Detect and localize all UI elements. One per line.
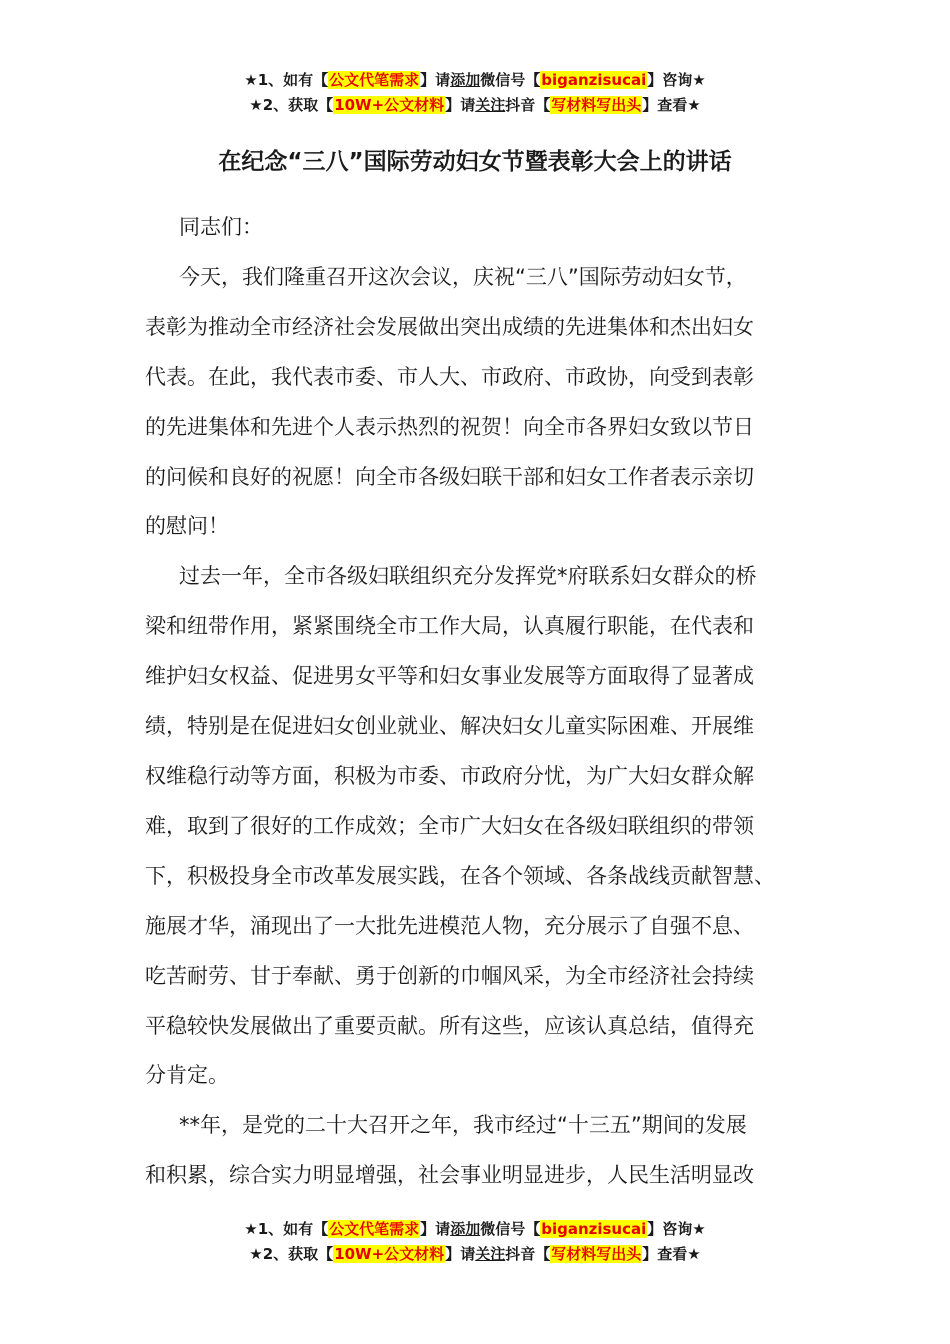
text-line: 下，积极投身全市改革发展实践，在各个领域、各条战线贡献智慧、 bbox=[145, 863, 775, 888]
banner-text: 微信号【 bbox=[480, 1220, 541, 1238]
highlight-wechat-id: biganzisucai bbox=[541, 1220, 647, 1238]
text-line: 的慰问！ bbox=[145, 514, 229, 539]
underlined-text: 关注 bbox=[475, 1245, 506, 1263]
text-line: 表彰为推动全市经济社会发展做出突出成绩的先进集体和杰出妇女 bbox=[145, 314, 754, 339]
banner-text: ★1、如有【 bbox=[244, 71, 329, 89]
banner-text: 】请 bbox=[420, 1220, 451, 1238]
banner-text: 抖音【 bbox=[505, 96, 551, 114]
text-line: 的先进集体和先进个人表示热烈的祝贺！向全市各界妇女致以节日 bbox=[145, 414, 754, 439]
banner-text: 】咨询★ bbox=[647, 1220, 706, 1238]
paragraph-3 bbox=[145, 1101, 809, 1201]
banner-text: 】请 bbox=[420, 71, 451, 89]
highlight-service: 公文代笔需求 bbox=[329, 71, 420, 89]
text-line: 和积累，综合实力明显增强，社会事业明显进步，人民生活明显改 bbox=[145, 1163, 754, 1188]
banner-text: 】咨询★ bbox=[647, 71, 706, 89]
paragraph-1 bbox=[145, 253, 809, 552]
underlined-text: 关注 bbox=[475, 96, 506, 114]
text-line: 的问候和良好的祝愿！向全市各级妇联干部和妇女工作者表示亲切 bbox=[145, 464, 754, 489]
text-line: 吃苦耐劳、甘于奉献、勇于创新的巾帼风采，为全市经济社会持续 bbox=[145, 963, 754, 988]
text-line: 梁和纽带作用，紧紧围绕全市工作大局，认真履行职能，在代表和 bbox=[145, 614, 754, 639]
banner-text: 】请 bbox=[445, 96, 476, 114]
banner-line-1 bbox=[0, 1217, 950, 1242]
highlight-douyin-account: 写材料写出头 bbox=[551, 1245, 642, 1263]
bottom-banner bbox=[0, 1217, 950, 1267]
text-line: 权维稳行动等方面，积极为市委、市政府分忧，为广大妇女群众解 bbox=[145, 763, 754, 788]
paragraph-2 bbox=[145, 552, 809, 1101]
banner-text: ★1、如有【 bbox=[244, 1220, 329, 1238]
banner-text: ★2、获取【 bbox=[249, 1245, 334, 1263]
banner-text: 】查看★ bbox=[642, 1245, 701, 1263]
highlight-materials: 10W+公文材料 bbox=[334, 1245, 445, 1263]
banner-text: 微信号【 bbox=[480, 71, 541, 89]
text-line: **年，是党的二十大召开之年，我市经过“十三五”期间的发展 bbox=[179, 1113, 747, 1138]
highlight-service: 公文代笔需求 bbox=[329, 1220, 420, 1238]
highlight-wechat-id: biganzisucai bbox=[541, 71, 647, 89]
salutation: 同志们： bbox=[179, 215, 263, 239]
text-line: 维护妇女权益、促进男女平等和妇女事业发展等方面取得了显著成 bbox=[145, 664, 754, 689]
text-line: 平稳较快发展做出了重要贡献。所有这些，应该认真总结，值得充 bbox=[145, 1013, 754, 1038]
text-line: 分肯定。 bbox=[145, 1063, 229, 1088]
text-line: 今天，我们隆重召开这次会议，庆祝“三八”国际劳动妇女节， bbox=[179, 264, 747, 289]
document-title: 在纪念“三八”国际劳动妇女节暨表彰大会上的讲话 bbox=[218, 149, 732, 175]
text-line: 过去一年，全市各级妇联组织充分发挥党*府联系妇女群众的桥 bbox=[179, 564, 757, 589]
banner-line-2 bbox=[0, 93, 950, 118]
text-line: 绩，特别是在促进妇女创业就业、解决妇女儿童实际困难、开展维 bbox=[145, 714, 754, 739]
banner-text: 抖音【 bbox=[505, 1245, 551, 1263]
banner-text: ★2、获取【 bbox=[249, 96, 334, 114]
highlight-materials: 10W+公文材料 bbox=[334, 96, 445, 114]
banner-line-2 bbox=[0, 1242, 950, 1267]
text-line: 施展才华，涌现出了一大批先进模范人物，充分展示了自强不息、 bbox=[145, 913, 754, 938]
highlight-douyin-account: 写材料写出头 bbox=[551, 96, 642, 114]
banner-text: 】查看★ bbox=[642, 96, 701, 114]
text-line: 代表。在此，我代表市委、市人大、市政府、市政协，向受到表彰 bbox=[145, 364, 754, 389]
top-banner bbox=[0, 68, 950, 118]
underlined-text: 添加 bbox=[450, 71, 481, 89]
banner-line-1 bbox=[0, 68, 950, 93]
underlined-text: 添加 bbox=[450, 1220, 481, 1238]
banner-text: 】请 bbox=[445, 1245, 476, 1263]
text-line: 难，取到了很好的工作成效；全市广大妇女在各级妇联组织的带领 bbox=[145, 813, 754, 838]
document-body bbox=[145, 203, 809, 1201]
